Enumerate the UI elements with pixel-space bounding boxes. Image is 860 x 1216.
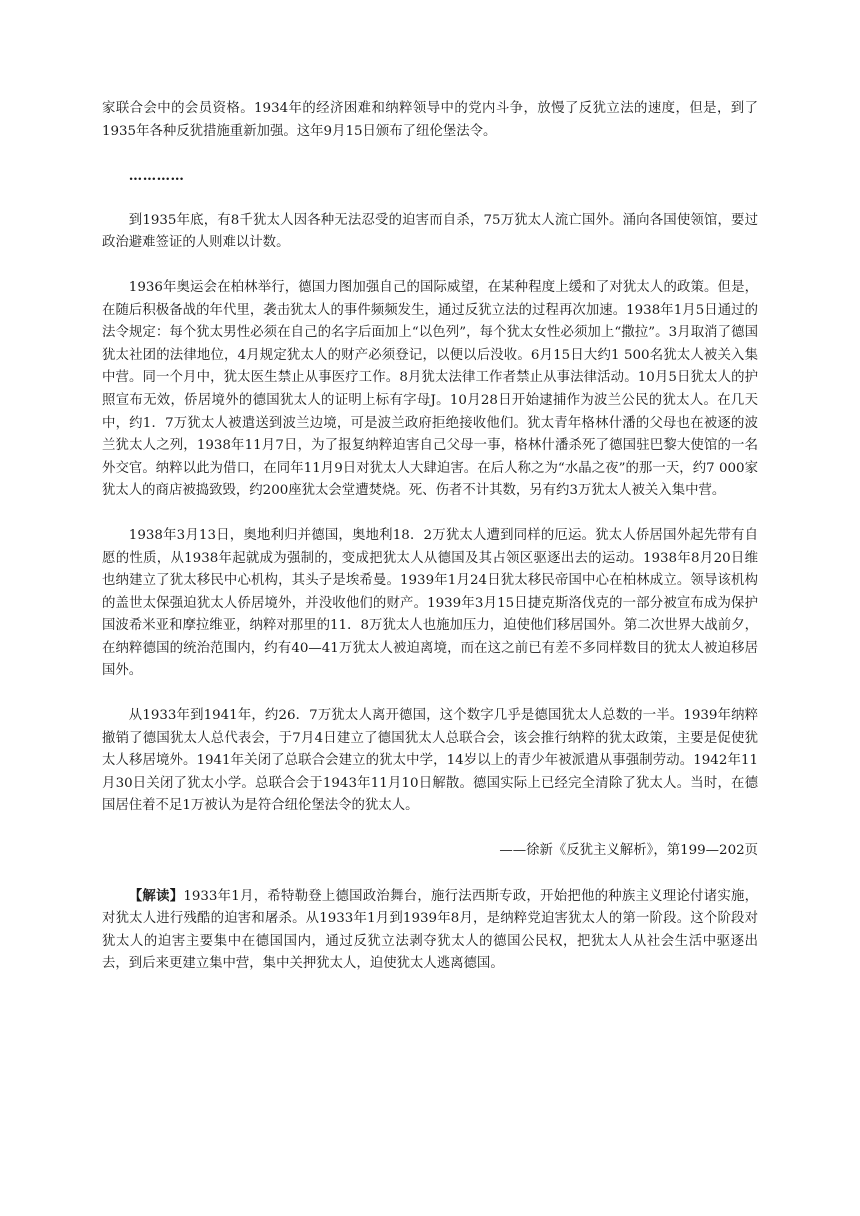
- interpretation-paragraph: [102, 885, 758, 976]
- interpretation-label: 【解读】: [128, 887, 184, 904]
- source-citation: ——徐新《反犹主义解析》，第199—202页: [499, 843, 758, 859]
- paragraph-1935: 到1935年底，有8千犹太人因各种无法忍受的迫害而自杀，75万犹太人流亡国外。涌向各国使领馆，要过政治避难签证的人则难以计数。: [102, 212, 758, 251]
- ellipsis: …………: [128, 168, 185, 185]
- paragraph-1933-1941: 从1933年到1941年，约26．7万犹太人离开德国，这个数字几乎是德国犹太人总数的一半。1939年纳粹撤销了德国犹太人总代表会，于7月4日建立了德国犹太人总联合会，该会推行纳粹的犹太政策，主要是促使犹太人移居境外。1941年关闭了总联合会建立的犹太中学，14岁以上的青少年被派遣从事强制劳动。1942年11月30日关闭了犹太小学。总联合会于1943年11月10日解散。德国实际上已经完全清除了犹太人。当时，在德国居住着不足1万被认为是符合纽伦堡法令的犹太人。: [102, 708, 758, 814]
- paragraph-continuation: 家联合会中的会员资格。1934年的经济困难和纳粹领导中的党内斗争，放慢了反犹立法的速度，但是，到了1935年各种反犹措施重新加强。这年9月15日颁布了纽伦堡法令。: [102, 101, 758, 139]
- paragraph-1936: 1936年奥运会在柏林举行，德国力图加强自己的国际威望，在某种程度上缓和了对犹太人的政策。但是，在随后积极备战的年代里，袭击犹太人的事件频频发生，通过反犹立法的过程再次加速。1938年1月5日通过的法令规定：每个犹太男性必须在自己的名字后面加上“以色列”，每个犹太女性必须加上“撒拉”。3月取消了德国犹太社团的法律地位，4月规定犹太人的财产必须登记，以便以后没收。6月15日大约1 500名犹太人被关入集中营。同一个月中，犹太医生禁止从事医疗工作。8月犹太法律工作者禁止从事法律活动。10月5日犹太人的护照宣布无效，侨居境外的德国犹太人的证明上标有字母J。10月28日开始逮捕作为波兰公民的犹太人。在几天中，约1．7万犹太人被遣送到波兰边境，可是波兰政府拒绝接收他们。犹太青年格林什潘的父母也在被逐的波兰犹太人之列，1938年11月7日，为了报复纳粹迫害自己父母一事，格林什潘杀死了德国驻巴黎大使馆的一名外交官。纳粹以此为借口，在同年11月9日对犹太人大肆迫害。在后人称之为“水晶之夜”的那一天，约7 000家犹太人的商店被捣致毁，约200座犹太会堂遭焚烧。死、伤者不计其数，另有约3万犹太人被关入集中营。: [102, 279, 758, 499]
- interpretation-text: 1933年1月，希特勒登上德国政治舞台，施行法西斯专政，开始把他的种族主义理论付诸实施，对犹太人进行残酷的迫害和屠杀。从1933年1月到1939年8月，是纳粹党迫害犹太人的第一阶段。这个阶段对犹太人的迫害主要集中在德国国内，通过反犹立法剥夺犹太人的德国公民权，把犹太人从社会生活中驱逐出去，到后来更建立集中营，集中关押犹太人，迫使犹太人逃离德国。: [102, 888, 758, 972]
- paragraph-1938: 1938年3月13日，奥地利归并德国，奥地利18．2万犹太人遭到同样的厄运。犹太人侨居国外起先带有自愿的性质，从1938年起就成为强制的，变成把犹太人从德国及其占领区驱逐出去的运动。1938年8月20日维也纳建立了犹太移民中心机构，其头子是埃希曼。1939年1月24日犹太移民帝国中心在柏林成立。领导该机构的盖世太保强迫犹太人侨居境外，并没收他们的财产。1939年3月15日捷克斯洛伐克的一部分被宣布成为保护国波希米亚和摩拉维亚，纳粹对那里的11．8万犹太人也施加压力，迫使他们移居国外。第二次世界大战前夕，在纳粹德国的统治范围内，约有40—41万犹太人被迫离境，而在这之前已有差不多同样数目的犹太人被迫移居国外。: [102, 527, 758, 679]
